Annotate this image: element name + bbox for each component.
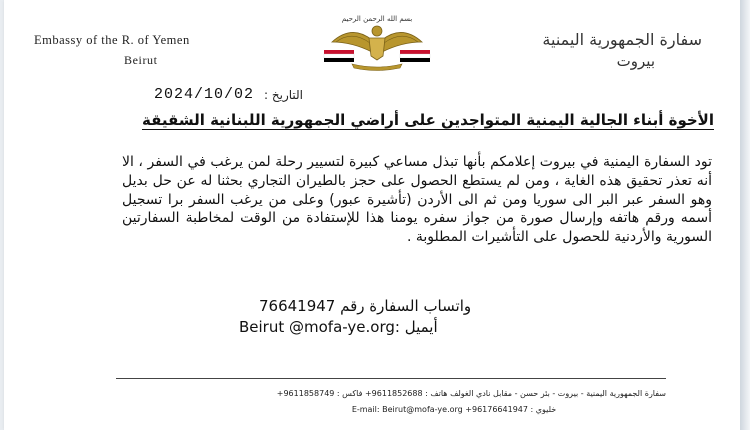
whatsapp-number: واتساب السفارة رقم 76641947 [259, 297, 472, 315]
letter-body: تود السفارة اليمنية في بيروت إعلامكم بأنها تبذل مساعي كبيرة لتسيير رحلة لمن يرغب في السفر ، الا أنه تعذر تحقيق هذه الغاية ، ومن لم يستطع الحصول على حجز بالطيران التجاري بحثنا له عن حل بديل وهو السفر عبر البر الى سوريا ومن ثم الى الأردن (تأشيرة عبور) وعلى من يرغب السفر برا تسجيل أسمه ورقم هاتفه وإرسال صورة من جواز سفره يومنا هذا للإستفادة من الوقت لمخاطبة السفارتين السورية والأردنية للحصول على التأشيرات المطلوبة . [122, 154, 712, 246]
emblem-caption: بسم الله الرحمن الرحيم [341, 15, 413, 23]
footer-address-line: سفارة الجمهورية اليمنية - بيروت - بئر حسن - مقابل نادي الغولف هاتف : 9611852688+ فاكس : 9611858749+ [276, 389, 666, 398]
page-edge [740, 0, 750, 430]
embassy-name-english: Embassy of the R. of Yemen [34, 33, 190, 47]
letter-subject-text: الأخوة أبناء الجالية اليمنية المتواجدين على أراضي الجمهورية اللبنانية الشقيقة [142, 111, 714, 129]
footer-contact-line: خليوي : 96176641947+ E-mail: Beirut@mofa-ye.org [351, 405, 557, 414]
date-value: 2024/10/02 [154, 86, 255, 103]
embassy-name-arabic: سفارة الجمهورية اليمنية [542, 30, 702, 49]
letter-page [4, 0, 740, 430]
letter-subject [84, 110, 714, 130]
footer-divider [116, 378, 666, 379]
email-address: Beirut @mofa-ye.org: أيميل [239, 318, 438, 336]
date-label: التاريخ : [264, 88, 304, 102]
yemen-eagle-emblem-icon [312, 12, 442, 72]
embassy-city-english: Beirut [124, 53, 158, 67]
embassy-city-arabic: بيروت [616, 52, 655, 70]
